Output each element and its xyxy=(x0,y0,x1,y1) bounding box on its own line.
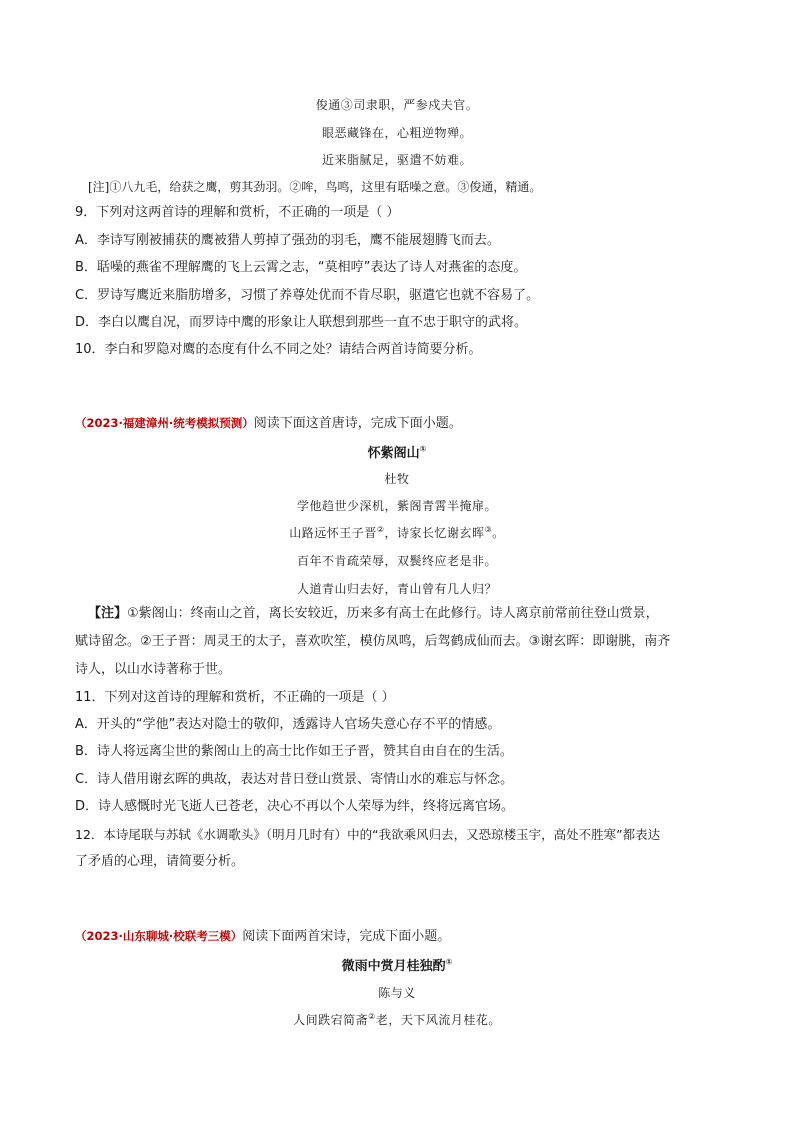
footnote-marker: ② xyxy=(368,1012,376,1021)
poem-title-text: 微雨中赏月桂独酌 xyxy=(341,959,446,974)
footnote-marker: ③ xyxy=(484,525,493,534)
question-11-option-b: B．诗人将远离尘世的紫阁山上的高士比作如王子晋，赞其自由自在的生活。 xyxy=(75,744,513,759)
question-10-stem: 10．李白和罗隐对鹰的态度有什么不同之处？请结合两首诗简要分析。 xyxy=(75,342,482,357)
poem-author: 杜牧 xyxy=(384,472,410,486)
poem-line: 学他趋世少深机，紫阁青霄半掩扉。 xyxy=(296,499,497,513)
poem-title xyxy=(0,955,794,974)
poem-line: 俊通③司隶职，严参戍夫官。 xyxy=(315,98,479,112)
intro-text: 阅读下面这首唐诗，完成下面小题。 xyxy=(253,416,462,431)
poem-line-part: 老，天下风流月桂花。 xyxy=(375,1013,501,1027)
poem-author: 陈与义 xyxy=(378,986,416,1000)
poem-line: 近来脂腻足，驱遣不妨难。 xyxy=(321,153,472,167)
intro-text: 阅读下面两首宋诗，完成下面小题。 xyxy=(242,929,451,944)
note-line: 诗人，以山水诗著称于世。 xyxy=(75,662,232,677)
footnote-marker: ② xyxy=(376,525,385,534)
poem-line: 人道青山归去好，青山曾有几人归？ xyxy=(296,582,497,596)
footnote-marker: ① xyxy=(445,957,453,967)
poem-title-text: 怀紫阁山 xyxy=(367,446,420,461)
question-9-option-d: D．李白以鹰自况，而罗诗中鹰的形象让人联想到那些一直不忠于职守的武将。 xyxy=(75,315,528,330)
note-text: ①紫阁山：终南山之首，离长安较近，历来多有高士在此修行。诗人离京前常前往登山赏景， xyxy=(127,606,659,621)
question-9-option-c: C．罗诗写鹰近来脂肪增多，习惯了养尊处优而不肯尽职，驱遣它也就不容易了。 xyxy=(75,288,540,303)
section-3-intro xyxy=(75,927,725,946)
question-12-stem: 12．本诗尾联与苏轼《水调歌头》（明月几时有）中的“我欲乘风归去，又恐琼楼玉宇，高处不胜寒”都表达 xyxy=(75,827,661,842)
source-tag: （2023·福建漳州·统考模拟预测） xyxy=(75,416,254,430)
poem-line: 百年不肯疏荣辱，双鬓终应老是非。 xyxy=(296,554,497,568)
note-label: 【注】 xyxy=(88,606,128,621)
question-12-stem-cont: 了矛盾的心理，请简要分析。 xyxy=(75,854,245,869)
note-line: 赋诗留念。②王子晋：周灵王的太子，喜欢吹笙，模仿凤鸣，后驾鹤成仙而去。③谢玄晖：即谢朓，南齐 xyxy=(75,634,671,649)
poem-title xyxy=(0,442,794,461)
question-9-stem: 9．下列对这两首诗的理解和赏析，不正确的一项是（ ） xyxy=(75,205,400,220)
footnote-marker: ① xyxy=(419,444,427,454)
poem-line-part: 人间跌宕简斋 xyxy=(293,1013,369,1027)
question-11-option-c: C．诗人借用谢玄晖的典故，表达对昔日登山赏景、寄情山水的难忘与怀念。 xyxy=(75,772,514,787)
question-9-option-b: B．聒噪的燕雀不理解鹰的飞上云霄之志，“莫相哼”表达了诗人对燕雀的态度。 xyxy=(75,260,527,275)
source-tag: （2023·山东聊城·校联考三模） xyxy=(75,929,243,943)
question-11-option-d: D．诗人感慨时光飞逝人已苍老，决心不再以个人荣辱为绊，终将远离官场。 xyxy=(75,799,515,814)
question-11-stem: 11．下列对这首诗的理解和赏析，不正确的一项是（ ） xyxy=(75,690,395,705)
poem-line-part: 山路远怀王子晋 xyxy=(289,526,377,540)
question-11-option-a: A．开头的“学他”表达对隐士的敬仰，透露诗人官场失意心存不平的情感。 xyxy=(75,717,501,732)
poem-line: 眼恶藏锋在，心粗逆物殚。 xyxy=(321,126,472,140)
note-line xyxy=(88,605,738,623)
question-9-option-a: A．李诗写刚被捕获的鹰被猎人剪掉了强劲的羽毛，鹰不能展翅腾飞而去。 xyxy=(75,233,500,248)
section-2-intro xyxy=(75,414,725,433)
poem-line xyxy=(0,524,794,541)
poem-line xyxy=(0,1011,794,1028)
poem-line-part: ，诗家长忆谢玄晖 xyxy=(384,526,485,540)
poem-line-part: 。 xyxy=(492,526,505,540)
poem-note: [注]①八九毛，给获之鹰，剪其劲羽。②哞，鸟鸣，这里有聒噪之意。③俊通，精通。 xyxy=(88,180,542,194)
